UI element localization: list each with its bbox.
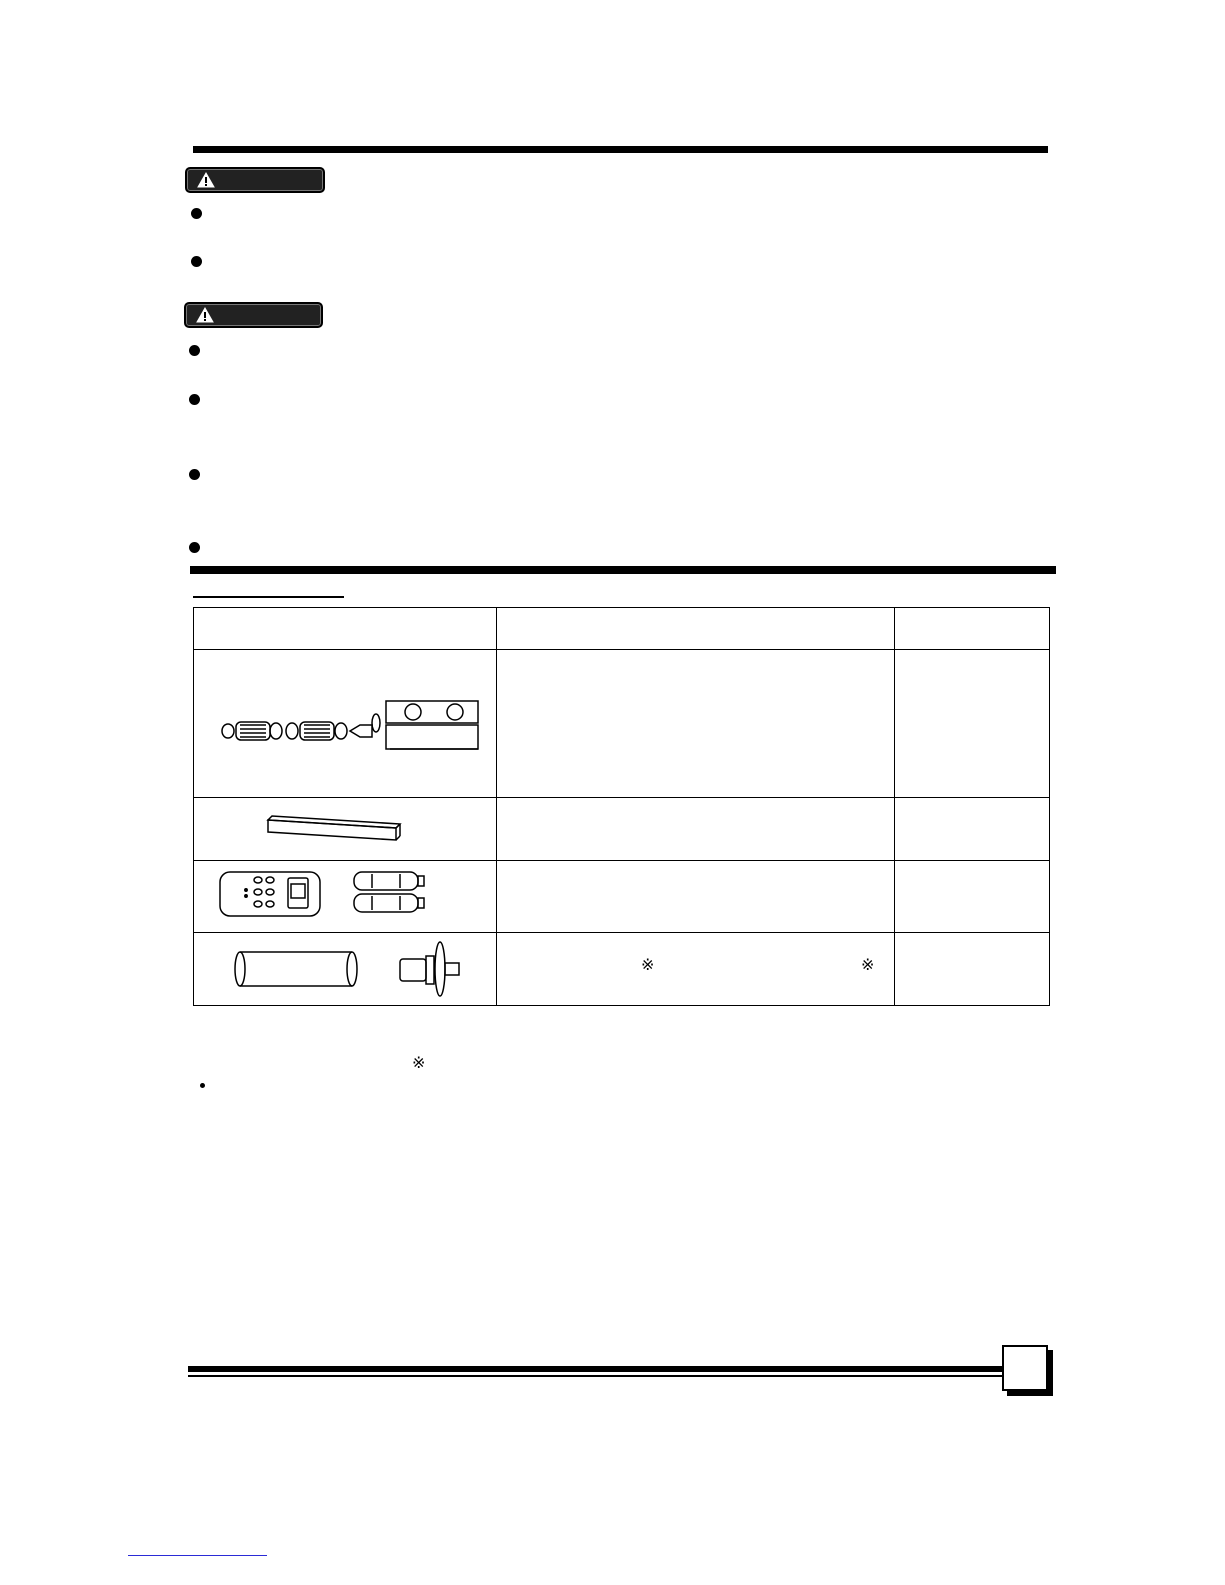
footer-link-underline[interactable] — [128, 1555, 267, 1556]
table-row — [194, 650, 1050, 798]
page-number-box — [1002, 1345, 1048, 1391]
bullet — [189, 542, 200, 553]
warning-badge — [185, 167, 325, 193]
bullet — [191, 208, 202, 219]
quantity-cell — [895, 861, 1050, 933]
section-rule — [190, 566, 1056, 574]
bottom-rule-thin — [188, 1375, 1004, 1377]
illustration-cell — [194, 798, 497, 861]
quantity-cell — [895, 933, 1050, 1006]
table-row — [194, 933, 1050, 1006]
footnote-mark: ※ — [412, 1055, 426, 1072]
illustration-cell — [194, 650, 497, 798]
bullet — [189, 469, 200, 480]
small-bullet — [200, 1083, 205, 1088]
table-header-row — [194, 608, 1050, 650]
quantity-cell — [895, 650, 1050, 798]
bullet — [189, 394, 200, 405]
hose-and-adapter-icon — [200, 935, 490, 999]
description-cell — [497, 650, 895, 798]
table-row — [194, 861, 1050, 933]
foam-strip-icon — [200, 802, 490, 852]
top-rule — [193, 146, 1048, 153]
description-cell — [497, 861, 895, 933]
header-quantity — [895, 608, 1050, 650]
illustration-cell — [194, 861, 497, 933]
bullet — [191, 256, 202, 267]
header-description — [497, 608, 895, 650]
remote-control-and-batteries-icon — [200, 862, 490, 926]
warning-badge — [184, 302, 323, 328]
section-heading-underline — [193, 596, 344, 598]
footnote-mark: ※ — [641, 957, 655, 974]
quantity-cell — [895, 798, 1050, 861]
header-illustration — [194, 608, 497, 650]
table-row — [194, 798, 1050, 861]
warning-triangle-icon — [196, 307, 214, 323]
warning-triangle-icon — [197, 172, 215, 188]
description-cell — [497, 798, 895, 861]
illustration-cell — [194, 933, 497, 1006]
drain-hose-fittings-icon — [200, 661, 490, 781]
bottom-rule — [188, 1366, 1004, 1372]
accessories-table — [193, 607, 1050, 1006]
description-cell — [497, 933, 895, 1006]
footnote-mark: ※ — [861, 957, 875, 974]
bullet — [189, 345, 200, 356]
